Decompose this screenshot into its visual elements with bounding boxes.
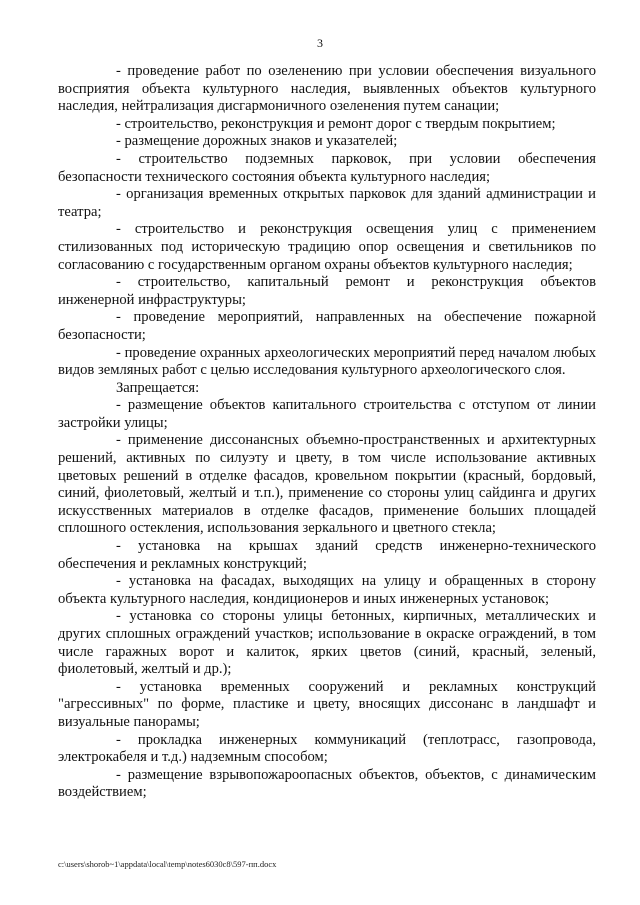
paragraph-8: - проведение мероприятий, направленных на обеспечение пожарной безопасности; (58, 309, 596, 343)
section-heading-prohibited: Запрещается: (116, 379, 200, 396)
paragraph-11: - размещение объектов капитального строительства с отступом от линии застройки улицы; (58, 397, 596, 431)
paragraph-3: - размещение дорожных знаков и указателей; (116, 133, 398, 150)
paragraph-17: - прокладка инженерных коммуникаций (теплотрасс, газопровода, электрокабеля и т.д.) надземным способом; (58, 731, 596, 766)
paragraph-7: - строительство, капитальный ремонт и реконструкция объектов инженерной инфраструктуры; (58, 274, 596, 308)
paragraph-13: - установка на крышах зданий средств инженерно-технического обеспечения и рекламных конструкций; (58, 538, 596, 572)
paragraph-12: - применение диссонансных объемно-пространственных и архитектурных решений, активных по силуэту и цвету, в том числе использование активных цветовых решений в отделке фасадов, кровельном покрытии (красный, бордовый, синий, фиолетовый, желтый и т.п.), применение со стороны улиц сайдинга и других искусственных материалов в отделке фасадов, применение больших площадей сплошного остекления, использования зеркального и цветного стекла; (58, 432, 596, 537)
paragraph-1: - проведение работ по озеленению при условии обеспечения визуального восприятия объекта культурного наследия, выявленных объектов культурного наследия, нейтрализация дисгармоничного озеленения путем санации; (58, 63, 596, 115)
paragraph-9: - проведение охранных археологических мероприятий перед началом любых видов земляных работ с целью исследования культурного археологического слоя. (58, 344, 596, 379)
paragraph-14: - установка на фасадах, выходящих на улицу и обращенных в сторону объекта культурного наследия, кондиционеров и иных инженерных установок; (58, 573, 596, 607)
file-path-footer: c:\users\shorob~1\appdata\local\temp\notes6030c8\597-пп.docx (58, 859, 277, 869)
paragraph-5: - организация временных открытых парковок для зданий администрации и театра; (58, 186, 596, 220)
paragraph-4: - строительство подземных парковок, при условии обеспечения безопасности технического состояния объекта культурного наследия; (58, 150, 596, 185)
paragraph-6: - строительство и реконструкция освещения улиц с применением стилизованных под историческую традицию опор освещения и светильников по согласованию с государственным органом охраны объектов культурного наследия; (58, 221, 596, 273)
paragraph-18: - размещение взрывопожароопасных объектов, объектов, с динамическим воздействием; (58, 766, 596, 801)
document-body (58, 63, 596, 802)
page-number: 3 (317, 36, 323, 50)
paragraph-16: - установка временных сооружений и рекламных конструкций "агрессивных" по форме, пластике и цвету, вносящих диссонанс в ландшафт и визуальные панорамы; (58, 678, 596, 730)
paragraph-2: - строительство, реконструкция и ремонт дорог с твердым покрытием; (116, 115, 556, 132)
paragraph-15: - установка со стороны улицы бетонных, кирпичных, металлических и других сплошных ограждений участков; использование в окраске ограждений, в том числе гаражных ворот и калиток, ярких цветов (синий, красный, зеленый, фиолетовый, желтый и др.); (58, 608, 596, 678)
